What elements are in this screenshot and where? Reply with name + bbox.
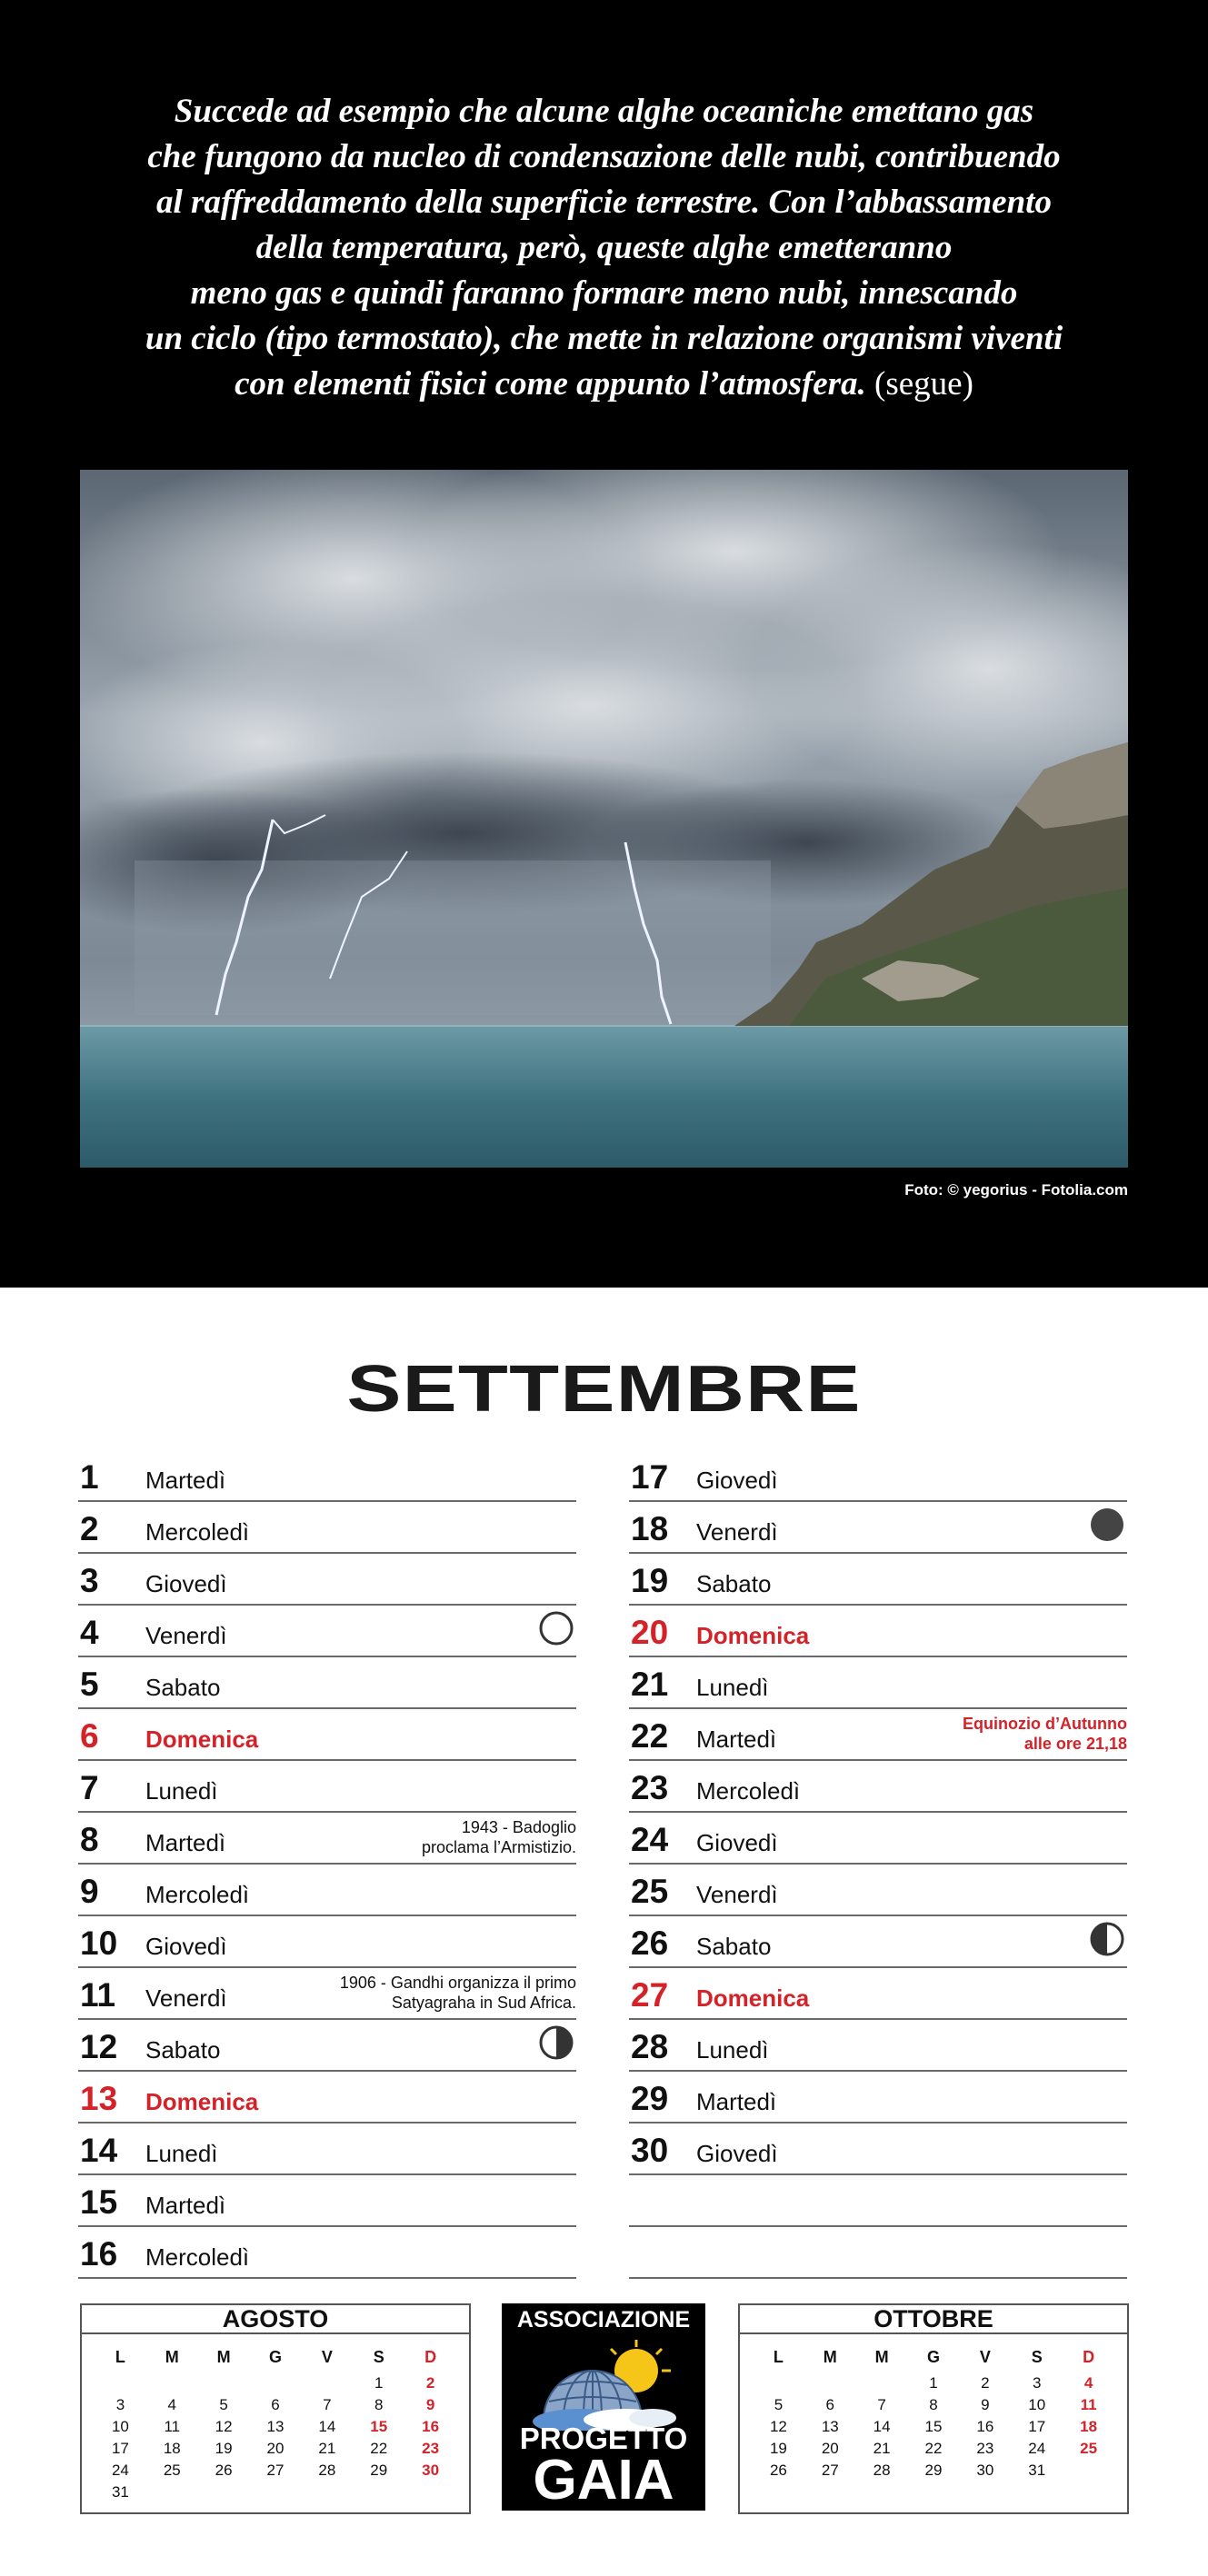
logo-text-line2: PROGETTO [519,2422,688,2455]
mini-calendar-day: 18 [163,2440,181,2457]
mini-calendar-day: 2 [425,2374,435,2392]
storm-photo [80,470,1128,1168]
note-line: alle ore 21,18 [1023,1735,1127,1753]
day-number: 27 [631,1976,669,2014]
day-number: 1 [80,1458,99,1496]
day-number: 21 [631,1666,669,1703]
logo-text-line1: ASSOCIAZIONE [516,2307,691,2332]
note-line: proclama l’Armistizio. [421,1838,576,1856]
day-row [78,2175,576,2227]
mini-calendar-day: 23 [422,2440,440,2457]
day-row [629,1502,1127,1554]
weekday-header: D [424,2348,437,2366]
mini-calendar-day: 29 [924,2462,943,2479]
mini-calendar-day: 3 [1032,2374,1042,2392]
mini-calendar-day: 28 [873,2462,891,2479]
mini-calendar-day: 11 [1080,2396,1097,2413]
day-name: Domenica [145,2088,259,2115]
weekday-header: L [773,2348,784,2366]
day-number: 8 [80,1821,99,1858]
weekday-header: V [979,2348,991,2366]
mini-calendar-day: 31 [111,2483,129,2501]
weekday-header: S [1031,2348,1043,2366]
day-number: 17 [631,1458,669,1496]
day-name: Giovedì [696,2140,778,2167]
day-row [78,1450,576,1502]
mini-calendar-day: 11 [164,2418,181,2435]
mini-calendar-day [198,2482,250,2503]
mini-calendar-day: 8 [374,2396,384,2413]
day-name: Lunedì [696,2036,769,2064]
day-name: Giovedì [696,1829,778,1856]
day-name: Lunedì [145,1777,218,1805]
note-line: 1906 - Gandhi organizza il primo [339,1974,576,1992]
mini-calendar-day: 20 [821,2440,839,2457]
mini-calendar-grid [740,2334,1127,2482]
mini-calendar-day: 15 [924,2418,943,2435]
day-note [340,1973,576,2013]
quote-line: che fungono da nucleo di condensazione delle nubi, contribuendo [147,138,1061,175]
day-number: 23 [631,1769,669,1806]
day-name: Giovedì [145,1570,227,1597]
day-row [629,1450,1127,1502]
mini-calendar-day: 7 [323,2396,332,2413]
mini-calendar-day: 22 [370,2440,388,2457]
quote-text [64,89,1144,407]
mini-calendar-day: 6 [271,2396,280,2413]
mini-calendar-day: 9 [981,2396,990,2413]
day-number: 2 [80,1510,99,1547]
day-row [629,1761,1127,1813]
mini-calendar-day: 27 [821,2462,839,2479]
day-number: 12 [80,2028,118,2065]
full-moon-icon [538,1610,574,1646]
day-number: 24 [631,1821,669,1858]
mini-calendar-day: 20 [266,2440,285,2457]
mini-calendar-day: 31 [1028,2462,1046,2479]
day-row [78,2227,576,2279]
weekday-header: M [216,2348,231,2366]
day-name: Sabato [696,1570,772,1597]
equinox-note [963,1714,1127,1754]
mini-calendar-day: 12 [215,2418,233,2435]
day-name: Domenica [696,1622,810,1649]
day-name: Giovedì [696,1467,778,1494]
mini-calendar-day: 25 [163,2462,181,2479]
weekday-header: M [165,2348,179,2366]
day-number: 7 [80,1769,99,1806]
mini-calendar-day: 30 [422,2462,440,2479]
mini-calendar-title: AGOSTO [82,2305,469,2334]
mini-calendar-day: 26 [215,2462,233,2479]
day-row [629,1554,1127,1606]
day-row [78,1916,576,1968]
photo-credit: Foto: © yegorius - Fotolia.com [904,1181,1128,1198]
day-name: Sabato [145,1674,221,1701]
day-number: 11 [80,1976,116,2014]
quote-line: Succede ad esempio che alcune alghe oceaniche emettano gas [174,93,1034,130]
day-number: 19 [631,1562,669,1599]
day-row-empty [629,2175,1127,2227]
mini-calendar-day [301,2482,353,2503]
mini-calendar-day: 17 [111,2440,129,2457]
mini-calendar-day: 27 [266,2462,285,2479]
day-number: 3 [80,1562,99,1599]
day-row [629,1865,1127,1916]
day-number: 5 [80,1666,99,1703]
mini-calendar-day: 18 [1080,2418,1098,2435]
mini-calendar-day: 22 [924,2440,943,2457]
day-name: Mercoledì [145,2243,250,2271]
day-number: 25 [631,1873,669,1910]
day-row [78,2020,576,2072]
quote-line: al raffreddamento della superficie terrestre. Con l’abbassamento [156,184,1052,221]
mini-calendar-day: 9 [425,2396,435,2413]
mini-calendar-day: 13 [266,2418,285,2435]
day-row [629,2123,1127,2175]
day-name: Sabato [696,1933,772,1960]
mini-calendar-day: 21 [873,2440,891,2457]
day-number: 14 [80,2132,118,2169]
note-line: Satyagraha in Sud Africa. [391,1994,576,2012]
mini-calendar-day: 19 [769,2440,787,2457]
day-row [78,1968,576,2020]
day-number: 30 [631,2132,669,2169]
weekday-header: G [268,2348,282,2366]
mini-calendar-day [856,2372,908,2394]
day-number: 26 [631,1925,669,1962]
quote-line: un ciclo (tipo termostato), che mette in relazione organismi viventi [145,320,1063,357]
day-row-empty [629,2227,1127,2279]
mini-calendar-agosto [80,2303,471,2514]
mini-calendar-day: 6 [825,2396,834,2413]
mini-calendar-day: 7 [877,2396,886,2413]
mini-calendar-day: 5 [219,2396,228,2413]
day-name: Martedì [145,2192,226,2219]
weekday-header: G [926,2348,940,2366]
day-name: Domenica [145,1726,259,1753]
weekday-header: M [874,2348,889,2366]
mini-calendar-day [1063,2460,1114,2482]
day-row [629,1813,1127,1865]
day-name: Mercoledì [145,1518,250,1546]
day-name: Mercoledì [145,1881,250,1908]
note-line: Equinozio d’Autunno [963,1715,1127,1733]
day-number: 9 [80,1873,99,1910]
mini-calendar-day [353,2482,404,2503]
day-row-sunday [629,1606,1127,1657]
mini-calendar-day: 12 [769,2418,787,2435]
last-quarter-moon-icon [538,2024,574,2061]
day-name: Mercoledì [696,1777,801,1805]
day-name: Domenica [696,1984,810,2012]
mini-calendar-day: 23 [976,2440,994,2457]
day-number: 22 [631,1717,669,1755]
day-row [78,1813,576,1865]
note-line: 1943 - Badoglio [461,1818,576,1836]
days-column-right [629,1450,1127,2279]
mini-calendar-day [250,2482,302,2503]
mini-calendar-day: 14 [318,2418,336,2435]
day-number: 6 [80,1717,99,1755]
day-number: 18 [631,1510,669,1547]
mini-calendar-day: 21 [318,2440,336,2457]
mini-calendar-day: 17 [1028,2418,1046,2435]
day-row [629,1657,1127,1709]
logo-text-line3: GAIA [533,2449,674,2511]
day-row [78,2123,576,2175]
mini-calendar-day: 4 [1083,2374,1093,2392]
mini-calendar-day: 26 [769,2462,787,2479]
day-number: 16 [80,2235,118,2273]
day-number: 4 [80,1614,99,1651]
quote-line: con elementi fisici come appunto l’atmosfera. [235,365,866,403]
day-name: Sabato [145,2036,221,2064]
mini-calendar-day: 5 [774,2396,784,2413]
day-row [629,2072,1127,2123]
day-row [629,2020,1127,2072]
day-row [78,1865,576,1916]
progetto-gaia-logo [502,2303,705,2511]
mini-calendar-day: 3 [115,2396,125,2413]
weekday-header: L [115,2348,125,2366]
day-name: Lunedì [696,1674,769,1701]
quote-line: della temperatura, però, queste alghe emetteranno [255,229,953,266]
weekday-header: V [321,2348,333,2366]
day-name: Martedì [696,1726,777,1753]
day-name: Martedì [145,1829,226,1856]
day-row-sunday [78,2072,576,2123]
day-row [78,1606,576,1657]
mini-calendar-day: 29 [370,2462,388,2479]
mini-calendar-day: 30 [976,2462,994,2479]
mini-calendar-day: 24 [111,2462,129,2479]
day-number: 20 [631,1614,669,1651]
day-row-sunday [78,1709,576,1761]
weekday-header: D [1083,2348,1095,2366]
day-row [629,1709,1127,1761]
new-moon-icon [1089,1507,1125,1543]
mini-calendar-day: 16 [422,2418,440,2435]
mini-calendar-day [146,2372,198,2394]
month-title: SETTEMBRE [346,1353,862,1426]
mini-calendar-day: 2 [981,2374,990,2392]
day-name: Martedì [145,1467,226,1494]
day-name: Giovedì [145,1933,227,1960]
day-number: 29 [631,2080,669,2117]
mini-calendar-day [146,2482,198,2503]
mini-calendar-day: 8 [929,2396,938,2413]
mini-calendar-day: 1 [929,2374,938,2392]
day-name: Venerdì [145,1984,227,2012]
mini-calendar-day [95,2372,146,2394]
day-row-sunday [629,1968,1127,2020]
mini-calendar-day: 25 [1080,2440,1098,2457]
mini-calendar-day [404,2482,456,2503]
days-column-left [78,1450,576,2279]
mini-calendar-day [250,2372,302,2394]
day-name: Venerdì [696,1518,778,1546]
mini-calendar-day [804,2372,856,2394]
mini-calendar-day: 10 [1028,2396,1046,2413]
mini-calendar-day: 19 [215,2440,233,2457]
quote-line: meno gas e quindi faranno formare meno nubi, innescando [190,274,1018,312]
mini-calendar-day: 14 [873,2418,891,2435]
mini-calendar-day: 16 [976,2418,994,2435]
day-note [422,1817,576,1857]
day-number: 10 [80,1925,118,1962]
mini-calendar-day: 15 [370,2418,388,2435]
mini-calendar-ottobre [738,2303,1129,2514]
day-name: Venerdì [145,1622,227,1649]
globe-icon [516,2336,691,2431]
weekday-header: S [373,2348,384,2366]
first-quarter-moon-icon [1089,1921,1125,1957]
mini-calendar-day: 28 [318,2462,336,2479]
day-row [78,1657,576,1709]
mini-calendar-day: 24 [1028,2440,1046,2457]
day-name: Martedì [696,2088,777,2115]
day-row [78,1502,576,1554]
day-row [629,1916,1127,1968]
day-number: 13 [80,2080,118,2117]
mini-calendar-day [301,2372,353,2394]
mini-calendar-grid [82,2334,469,2503]
mini-calendar-day: 13 [821,2418,839,2435]
mini-calendar-day: 1 [374,2374,384,2392]
mini-calendar-title: OTTOBRE [740,2305,1127,2334]
mini-calendar-day: 10 [111,2418,129,2435]
mini-calendar-day [198,2372,250,2394]
weekday-header: M [823,2348,837,2366]
day-row [78,1761,576,1813]
mini-calendar-day: 4 [167,2396,176,2413]
day-number: 28 [631,2028,669,2065]
quote-continuation: (segue) [865,365,973,403]
mini-calendar-day [753,2372,804,2394]
day-name: Venerdì [696,1881,778,1908]
day-number: 15 [80,2183,118,2221]
day-name: Lunedì [145,2140,218,2167]
day-row [78,1554,576,1606]
